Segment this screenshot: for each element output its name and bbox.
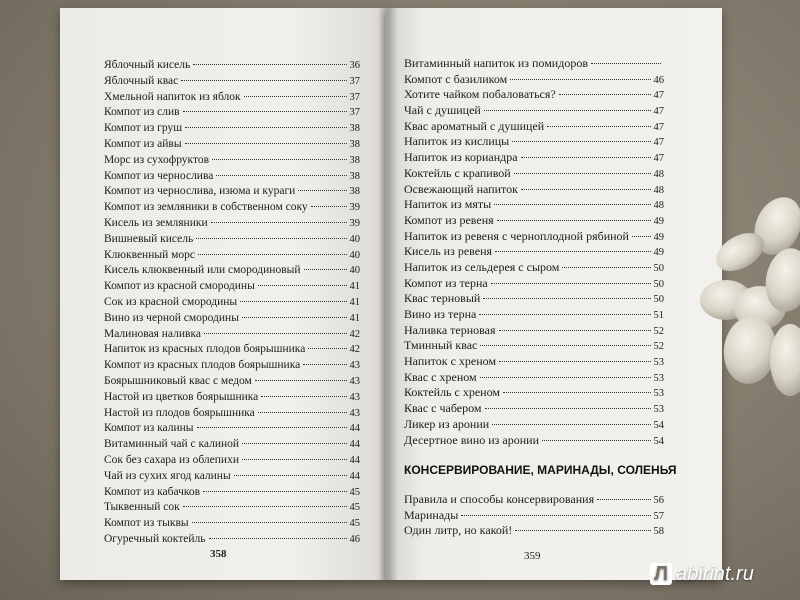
toc-entry-page: 50 [653,294,664,306]
toc-entry-page: 42 [349,328,360,340]
toc-entry-title: Боярышниковый квас с медом [104,374,252,387]
toc-entry-page: 47 [653,137,664,149]
section-toc-list [404,492,664,539]
dot-leader [234,475,347,476]
toc-entry-title: Малиновая наливка [104,327,201,340]
dot-leader [521,157,651,158]
dot-leader [204,333,347,334]
section-heading: КОНСЕРВИРОВАНИЕ, МАРИНАДЫ, СОЛЕНЬЯ [404,463,677,477]
toc-entry-page: 44 [349,423,360,435]
toc-entry-title: Ликер из аронии [404,416,490,431]
toc-entry-page: 41 [349,296,360,308]
toc-entry-title: Яблочный квас [104,74,179,87]
dot-leader [484,110,651,111]
toc-entry-title: Напиток из кориандра [404,150,518,165]
toc-entry-title: Освежающий напиток [404,181,518,196]
dot-leader [499,361,650,362]
toc-entry [404,229,664,245]
toc-entry [404,260,664,276]
toc-entry-title: Хмельной напиток из яблок [104,90,241,103]
toc-entry-page: 38 [349,138,360,150]
toc-entry-title: Чай с душицей [404,103,481,118]
dot-leader [632,236,651,237]
dot-leader [193,64,346,65]
toc-entry-title: Маринады [404,507,459,522]
dot-leader [183,506,347,507]
toc-entry [404,150,664,166]
toc-entry-page: 45 [349,486,360,498]
dot-leader [216,175,346,176]
dot-leader [503,392,651,393]
dot-leader [198,254,346,255]
toc-entry-title: Напиток из ревеня с черноплодной рябиной [404,228,629,243]
left-page [60,8,386,580]
toc-entry-title: Напиток с хреном [404,354,497,369]
dot-leader [183,111,347,112]
toc-entry [104,422,360,438]
toc-entry-page: 37 [349,75,360,87]
dot-leader [242,443,346,444]
toc-entry [404,276,664,292]
toc-entry-page: 39 [349,217,360,229]
toc-entry [104,454,360,470]
toc-entry-page: 50 [653,278,664,290]
toc-entry-title: Компот из кабачков [104,485,201,498]
toc-entry-title: Компот с базиликом [404,71,508,86]
toc-entry [104,59,360,75]
dot-leader [244,96,347,97]
toc-entry [404,166,664,182]
dot-leader [491,283,651,284]
dot-leader [181,80,346,81]
toc-entry [104,486,360,502]
toc-entry-page: 45 [349,502,360,514]
toc-entry-title: Витаминный напиток из помидоров [404,56,588,70]
toc-entry-title: Квас с чабером [404,401,482,416]
toc-entry [404,307,664,323]
toc-entry-title: Компот из слив [104,106,180,119]
toc-entry-title: Квас ароматный с душицей [404,118,545,133]
toc-entry-page: 42 [349,344,360,356]
toc-entry-page: 41 [349,281,360,293]
dot-leader [258,412,347,413]
toc-entry-page: 48 [653,200,664,212]
toc-entry-page: 53 [653,404,664,416]
dot-leader [298,190,346,191]
toc-entry-page: 47 [653,106,664,118]
toc-entry-page: 46 [349,533,360,545]
toc-entry-title: Морс из сухофруктов [104,153,210,166]
toc-entry [104,138,360,154]
dot-leader [209,538,347,539]
toc-entry-page: 53 [653,372,664,384]
toc-entry [104,75,360,91]
toc-entry [404,523,664,539]
dot-leader [597,499,650,500]
toc-entry-page: 47 [653,121,664,133]
dot-leader [196,238,346,239]
dot-leader [242,317,347,318]
dot-leader [303,364,346,365]
dot-leader [308,348,346,349]
toc-entry-page: 54 [653,435,664,447]
dot-leader [483,298,650,299]
dot-leader [547,126,650,127]
dot-leader [185,127,346,128]
toc-entry-title: Настой из цветков боярышника [104,390,259,403]
toc-entry [104,154,360,170]
toc-entry-title: Кисель из ревеня [404,244,493,259]
toc-entry-title: Витаминный чай с калиной [104,438,240,451]
dot-leader [480,345,650,346]
toc-entry-title: Вино из черной смородины [104,311,239,324]
toc-entry-page: 47 [653,90,664,102]
toc-entry-title: Сок без сахара из облепихи [104,453,239,466]
toc-entry-title: Вино из терна [404,307,477,321]
toc-entry-page: 57 [653,510,664,522]
toc-entry-title: Квас с хреном [404,369,477,384]
dot-leader [261,396,346,397]
toc-entry [104,106,360,122]
toc-entry [104,201,360,217]
dot-leader [515,530,650,531]
toc-entry-title: Тыквенный сок [104,501,180,514]
toc-entry-page: 44 [349,454,360,466]
page-number-left: 358 [210,548,227,560]
right-page [386,8,722,580]
toc-entry-page: 43 [349,391,360,403]
toc-entry-title: Коктейль с крапивой [404,165,511,180]
toc-entry-title: Хотите чайком побаловаться? [404,87,556,102]
toc-entry-title: Сок из красной смородины [104,295,238,308]
toc-entry [404,291,664,307]
toc-entry-title: Коктейль с хреном [404,385,500,400]
toc-entry-page: 51 [653,310,664,321]
dot-leader [562,267,650,268]
dot-leader [494,204,650,205]
toc-entry-page: 38 [349,123,360,135]
toc-entry-page: 52 [653,325,664,337]
dot-leader [514,173,651,174]
toc-entry [104,501,360,517]
ceramic-flower-decoration [700,190,800,430]
dot-leader [304,269,347,270]
dot-leader [461,515,650,516]
toc-entry-title: Кисель клюквенный или смородиновый [104,264,301,277]
toc-entry-page: 50 [653,262,664,274]
toc-entry [404,385,664,401]
toc-entry-page: 38 [349,154,360,166]
toc-entry-page: 49 [653,247,664,259]
dot-leader [311,206,347,207]
dot-leader [258,285,347,286]
toc-entry-title: Напиток из сельдерея с сыром [404,259,560,274]
toc-entry-title: Чай из сухих ягод калины [104,469,231,482]
toc-entry-page: 58 [653,526,664,538]
dot-leader [591,63,661,64]
toc-entry-title: Компот из калины [104,422,194,435]
toc-entry-page: 48 [653,168,664,180]
toc-entry [404,56,664,72]
toc-entry-title: Тминный квас [404,338,478,353]
toc-entry-title: Напиток из кислицы [404,134,510,149]
toc-entry-page: 37 [349,107,360,119]
toc-entry [104,91,360,107]
toc-entry [404,508,664,524]
toc-entry [104,280,360,296]
dot-leader [495,251,650,252]
toc-entry-page: 49 [653,231,664,243]
dot-leader [492,424,650,425]
toc-entry-page: 49 [653,215,664,227]
dot-leader [510,79,650,80]
toc-entry-page: 36 [349,60,360,71]
toc-entry-page: 44 [349,470,360,482]
toc-entry-title: Яблочный кисель [104,59,191,71]
toc-entry-page: 53 [653,388,664,400]
toc-entry [104,233,360,249]
toc-entry [104,517,360,533]
toc-entry [104,328,360,344]
toc-entry-page: 43 [349,407,360,419]
dot-leader [512,141,650,142]
dot-leader [521,189,651,190]
page-number-right: 359 [524,550,541,562]
toc-entry [104,264,360,280]
toc-entry [404,119,664,135]
toc-entry [404,72,664,88]
toc-entry-title: Компот из красной смородины [104,280,255,293]
toc-entry [404,433,664,449]
toc-entry [404,338,664,354]
toc-entry-title: Компот из чернослива [104,169,214,182]
toc-entry-page: 38 [349,186,360,198]
toc-entry-title: Компот из ревеня [404,212,494,227]
toc-entry-page: 45 [349,518,360,530]
toc-entry-title: Напиток из мяты [404,197,492,212]
toc-entry [404,213,664,229]
toc-entry [104,185,360,201]
dot-leader [255,380,347,381]
toc-entry-page: 38 [349,170,360,182]
toc-entry-title: Один литр, но какой! [404,523,513,538]
toc-entry-page: 43 [349,360,360,372]
toc-entry-page: 54 [653,419,664,431]
dot-leader [485,408,651,409]
dot-leader [212,159,346,160]
dot-leader [499,330,651,331]
toc-entry-page: 37 [349,91,360,103]
toc-entry [104,343,360,359]
toc-entry-page: 53 [653,357,664,369]
dot-leader [203,491,346,492]
toc-entry-title: Десертное вино из аронии [404,432,539,447]
toc-entry-page: 46 [653,74,664,86]
dot-leader [240,301,346,302]
dot-leader [480,377,651,378]
labirint-logo-icon: Л [650,563,672,585]
toc-entry-page: 44 [349,439,360,451]
toc-entry-title: Компот из красных плодов боярышника [104,359,301,372]
left-toc-list [104,59,360,549]
dot-leader [185,143,347,144]
toc-entry [404,370,664,386]
toc-entry [104,122,360,138]
toc-entry-page: 52 [653,341,664,353]
watermark [650,563,754,586]
toc-entry-title: Правила и способы консервирования [404,492,595,506]
toc-entry [104,407,360,423]
dot-leader [242,459,347,460]
toc-entry-title: Компот из айвы [104,137,182,150]
dot-leader [211,222,347,223]
toc-entry [104,533,360,549]
toc-entry-page: 40 [349,265,360,277]
toc-entry-page: 39 [349,202,360,214]
toc-entry-page: 48 [653,184,664,196]
dot-leader [559,94,651,95]
dot-leader [479,314,650,315]
toc-entry [404,417,664,433]
toc-entry [104,391,360,407]
toc-entry [404,134,664,150]
toc-entry-title: Огуречный коктейль [104,532,206,545]
toc-entry-page: 43 [349,375,360,387]
toc-entry-page: 40 [349,249,360,261]
toc-entry-title: Наливка терновая [404,322,496,337]
toc-entry [404,103,664,119]
right-toc-list [404,56,664,448]
dot-leader [197,427,347,428]
toc-entry-title: Кисель из земляники [104,216,208,229]
toc-entry [404,323,664,339]
toc-entry-title: Клюквенный морс [104,248,196,261]
toc-entry [104,296,360,312]
toc-entry-title: Компот из тыквы [104,517,189,530]
toc-entry [104,359,360,375]
toc-entry-page: 56 [653,495,664,506]
watermark-text: abirint.ru [676,563,754,585]
toc-entry [404,87,664,103]
toc-entry [104,470,360,486]
toc-entry-page: 40 [349,233,360,245]
toc-entry-page: 47 [653,153,664,165]
toc-entry [404,197,664,213]
toc-entry [104,249,360,265]
toc-entry-title: Вишневый кисель [104,232,194,245]
toc-entry-title: Квас терновый [404,291,481,306]
toc-entry [104,217,360,233]
toc-entry-title: Напиток из красных плодов боярышника [104,343,306,356]
toc-entry [104,312,360,328]
toc-entry [404,401,664,417]
toc-entry-title: Компот из груш [104,122,183,135]
dot-leader [497,220,651,221]
toc-entry-title: Компот из чернослива, изюма и кураги [104,185,296,198]
open-book [60,0,740,595]
toc-entry-title: Компот из терна [404,275,488,290]
toc-entry-title: Настой из плодов боярышника [104,406,255,419]
toc-entry [104,170,360,186]
toc-entry [404,354,664,370]
toc-entry [404,492,664,508]
toc-entry-title: Компот из земляники в собственном соку [104,201,308,214]
toc-entry [404,182,664,198]
toc-entry-page: 41 [349,312,360,324]
toc-entry [104,375,360,391]
toc-entry [104,438,360,454]
toc-entry [404,244,664,260]
dot-leader [542,440,651,441]
dot-leader [192,522,347,523]
